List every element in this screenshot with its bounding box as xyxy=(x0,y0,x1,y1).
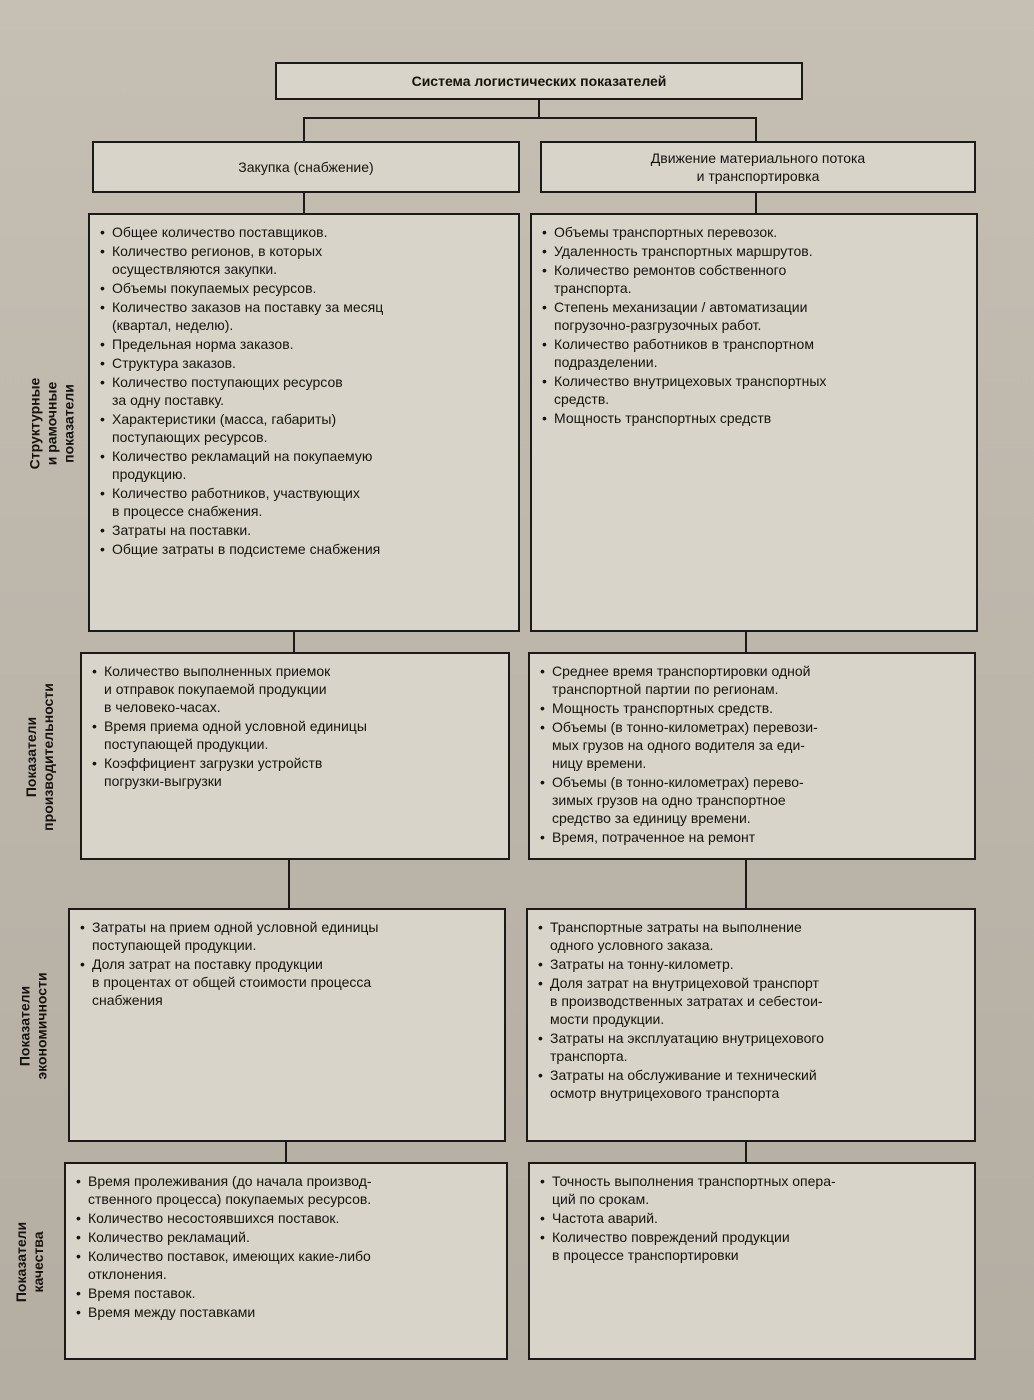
list-item: • Время приема одной условной единицы поступающей продукции. xyxy=(92,717,502,753)
section-quality-left-list xyxy=(66,1164,506,1321)
list-item: • Время пролеживания (до начала производ- ственного процесса) покупаемых ресурсов. xyxy=(76,1172,500,1208)
diagram-title-box xyxy=(275,62,803,100)
list-item: • Количество ремонтов собственного транспорта. xyxy=(542,261,970,297)
section-structural-right xyxy=(530,213,978,632)
list-item: • Время между поставками xyxy=(76,1303,500,1321)
section-productivity-left xyxy=(80,652,510,860)
section-label-economy: Показатели экономичности xyxy=(17,971,50,1080)
list-item: • Затраты на поставки. xyxy=(100,521,512,539)
diagram-title: Система логистических показателей xyxy=(411,73,667,89)
section-productivity-right xyxy=(528,652,976,860)
list-item: • Количество выполненных приемок и отправок покупаемой продукции в человеко-часах. xyxy=(92,662,502,716)
connector-title-horizontal xyxy=(303,117,757,119)
section-label-quality: Показатели качества xyxy=(13,1221,46,1303)
section-quality-left xyxy=(64,1162,508,1360)
section-economy-left-list xyxy=(70,910,504,1009)
list-item: • Предельная норма заказов. xyxy=(100,335,512,353)
list-item: • Количество работников в транспортном подразделении. xyxy=(542,335,970,371)
list-item: • Транспортные затраты на выполнение одного условного заказа. xyxy=(538,918,968,954)
connector-economy-left-down xyxy=(285,1142,287,1162)
list-item: • Количество внутрицеховых транспортных средств. xyxy=(542,372,970,408)
connector-structural-left-down xyxy=(293,632,295,652)
section-structural-right-list xyxy=(532,215,976,427)
list-item: • Мощность транспортных средств. xyxy=(540,699,968,717)
connector-economy-right-down xyxy=(745,1142,747,1162)
section-structural-left-list xyxy=(90,215,518,558)
list-item: • Количество поставок, имеющих какие-либо отклонения. xyxy=(76,1247,500,1283)
connector-productivity-right-down xyxy=(745,860,747,908)
list-item: • Мощность транспортных средств xyxy=(542,409,970,427)
list-item: • Степень механизации / автоматизации погрузочно-разгрузочных работ. xyxy=(542,298,970,334)
connector-productivity-left-down xyxy=(288,860,290,908)
section-structural-left xyxy=(88,213,520,632)
connector-left-header-down xyxy=(303,193,305,213)
connector-title-down xyxy=(538,100,540,118)
connector-to-right-header xyxy=(755,117,757,141)
section-label-structural: Структурные и рамочные показатели xyxy=(26,377,77,469)
connector-structural-right-down xyxy=(745,632,747,652)
list-item: • Время поставок. xyxy=(76,1284,500,1302)
list-item: • Характеристики (масса, габариты) поступающих ресурсов. xyxy=(100,410,512,446)
section-productivity-left-list xyxy=(82,654,508,790)
list-item: • Удаленность транспортных маршрутов. xyxy=(542,242,970,260)
list-item: • Доля затрат на внутрицеховой транспорт в производственных затратах и себестои- мости продукции. xyxy=(538,974,968,1028)
list-item: • Затраты на обслуживание и технический осмотр внутрицехового транспорта xyxy=(538,1066,968,1102)
section-economy-left xyxy=(68,908,506,1142)
list-item: • Количество регионов, в которых осуществляются закупки. xyxy=(100,242,512,278)
list-item: • Объемы (в тонно-километрах) перево- зимых грузов на одно транспортное средство за единицу времени. xyxy=(540,773,968,827)
section-economy-right-list xyxy=(528,910,974,1102)
list-item: • Количество поступающих ресурсов за одну поставку. xyxy=(100,373,512,409)
section-quality-right xyxy=(528,1162,976,1360)
list-item: • Количество рекламаций. xyxy=(76,1228,500,1246)
list-item: • Затраты на прием одной условной единицы поступающей продукции. xyxy=(80,918,498,954)
list-item: • Количество повреждений продукции в процессе транспортировки xyxy=(540,1228,968,1264)
list-item: • Общее количество поставщиков. xyxy=(100,223,512,241)
connector-right-header-down xyxy=(755,193,757,213)
column-header-procurement xyxy=(92,141,520,193)
section-productivity-right-list xyxy=(530,654,974,846)
list-item: • Количество работников, участвующих в процессе снабжения. xyxy=(100,484,512,520)
list-item: • Объемы покупаемых ресурсов. xyxy=(100,279,512,297)
column-header-transport xyxy=(540,141,976,193)
list-item: • Затраты на тонну-километр. xyxy=(538,955,968,973)
section-economy-right xyxy=(526,908,976,1142)
list-item: • Затраты на эксплуатацию внутрицехового транспорта. xyxy=(538,1029,968,1065)
list-item: • Объемы (в тонно-километрах) перевози- мых грузов на одного водителя за еди- ницу времени. xyxy=(540,718,968,772)
section-quality-right-list xyxy=(530,1164,974,1264)
list-item: • Объемы транспортных перевозок. xyxy=(542,223,970,241)
list-item: • Общие затраты в подсистеме снабжения xyxy=(100,540,512,558)
list-item: • Среднее время транспортировки одной транспортной партии по регионам. xyxy=(540,662,968,698)
connector-to-left-header xyxy=(303,117,305,141)
list-item: • Количество рекламаций на покупаемую продукцию. xyxy=(100,447,512,483)
list-item: • Количество заказов на поставку за месяц (квартал, неделю). xyxy=(100,298,512,334)
list-item: • Частота аварий. xyxy=(540,1209,968,1227)
list-item: • Структура заказов. xyxy=(100,354,512,372)
list-item: • Время, потраченное на ремонт xyxy=(540,828,968,846)
section-label-productivity: Показатели производительности xyxy=(23,683,56,831)
list-item: • Точность выполнения транспортных опера- ций по срокам. xyxy=(540,1172,968,1208)
list-item: • Количество несостоявшихся поставок. xyxy=(76,1209,500,1227)
column-header-procurement-label: Закупка (снабжение) xyxy=(238,159,374,175)
list-item: • Доля затрат на поставку продукции в процентах от общей стоимости процесса снабжения xyxy=(80,955,498,1009)
list-item: • Коэффициент загрузки устройств погрузки-выгрузки xyxy=(92,754,502,790)
column-header-transport-label: Движение материального потока и транспортировка xyxy=(650,150,866,184)
